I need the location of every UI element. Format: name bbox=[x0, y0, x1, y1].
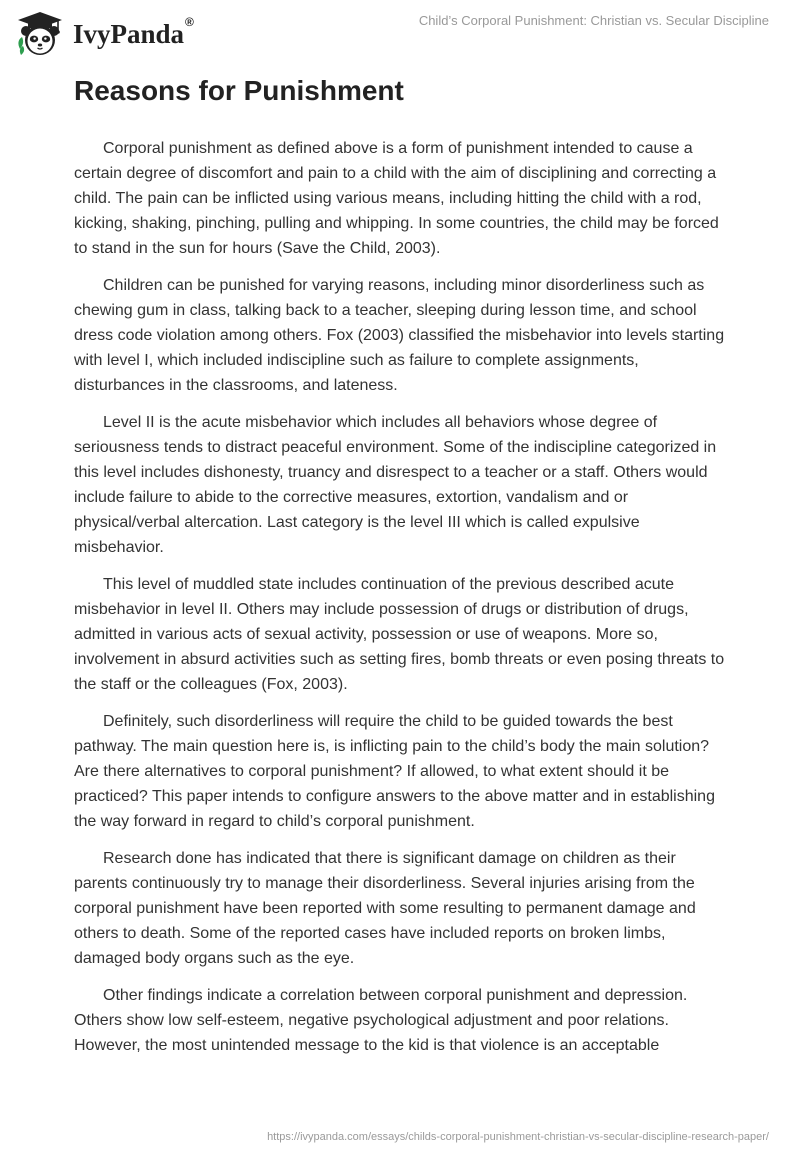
source-url[interactable]: https://ivypanda.com/essays/childs-corporal-punishment-christian-vs-secular-discipline-research-paper/ bbox=[267, 1131, 769, 1143]
paragraph-3: Level II is the acute misbehavior which includes all behaviors whose degree of seriousness tends to distract peaceful environment. Some of the indiscipline categorized in this level includes dishonesty, truancy and disrespect to a teacher or a staff. Others would include failure to abide to the corrective measures, extortion, vandalism and or physical/verbal altercation. Last category is the level III which is called expulsive misbehavior. bbox=[74, 414, 717, 556]
paragraph-5: Definitely, such disorderliness will require the child to be guided towards the best pathway. The main question here is, is inflicting pain to the child’s body the main solution? Are there alternatives to corporal punishment? If allowed, to what extent should it be practiced? This paper intends to configure answers to the above matter and in establishing the way forward in regard to child’s corporal punishment. bbox=[74, 713, 715, 830]
section-heading: Reasons for Punishment bbox=[74, 75, 404, 106]
paragraph-2: Children can be punished for varying reasons, including minor disorderliness such as chewing gum in class, talking back to a teacher, sleeping during lesson time, and school dress code violation among others. Fox (2003) classified the misbehavior into levels starting with level I, which included indiscipline such as failure to complete assignments, disturbances in the classrooms, and lateness. bbox=[74, 277, 725, 394]
article-content bbox=[74, 72, 726, 1070]
document-title: Child’s Corporal Punishment: Christian vs. Secular Discipline bbox=[418, 13, 769, 28]
paragraph-7: Other findings indicate a correlation between corporal punishment and depression. Others show low self-esteem, negative psychological adjustment and poor relations. However, the most unintended message to the kid is that violence is an acceptable bbox=[74, 987, 688, 1054]
page-header bbox=[0, 0, 800, 66]
paragraph-4: This level of muddled state includes continuation of the previous described acute misbehavior in level II. Others may include possession of drugs or distribution of drugs, admitted in various acts of sexual activity, possession or use of weapons. More so, involvement in absurd activities such as setting fires, bomb threats or even posing threats to the staff or the colleagues (Fox, 2003). bbox=[74, 576, 725, 693]
paragraph-6: Research done has indicated that there is significant damage on children as their parents continuously try to manage their disorderliness. Several injuries arising from the corporal punishment have been reported with some resulting to permanent damage and others to death. Some of the reported cases have included reports on broken limbs, damaged body organs such as the eye. bbox=[74, 850, 696, 967]
paragraph-1: Corporal punishment as defined above is a form of punishment intended to cause a certain degree of discomfort and pain to a child with the aim of disciplining and correcting a child. The pain can be inflicted using various means, including hitting the child with a rod, kicking, shaking, pinching, pulling and whipping. In some countries, the child may be forced to stand in the sun for hours (Save the Child, 2003). bbox=[74, 140, 719, 257]
registered-mark: ® bbox=[185, 14, 194, 29]
ivypanda-logo[interactable] bbox=[14, 9, 194, 57]
panda-graduate-icon bbox=[14, 9, 66, 57]
logo-wordmark: IvyPanda® bbox=[73, 14, 194, 49]
